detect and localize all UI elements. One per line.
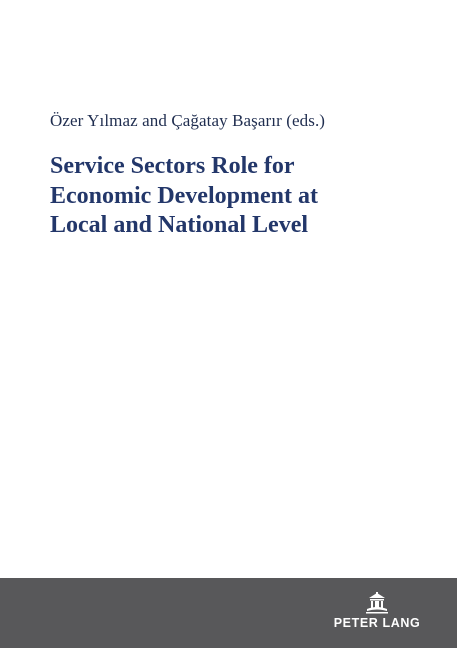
publisher-mark bbox=[327, 592, 427, 636]
book-title-line-1: Service Sectors Role for bbox=[50, 153, 295, 179]
book-title-line-2: Economic Development at bbox=[50, 182, 318, 209]
publisher-name: PETER LANG bbox=[333, 616, 421, 630]
book-title-line-3: Local and National Level bbox=[50, 212, 309, 238]
editors-line: Özer Yılmaz and Çağatay Başarır (eds.) bbox=[50, 111, 326, 130]
peter-lang-logo-icon bbox=[365, 592, 389, 614]
book-title bbox=[50, 152, 440, 241]
